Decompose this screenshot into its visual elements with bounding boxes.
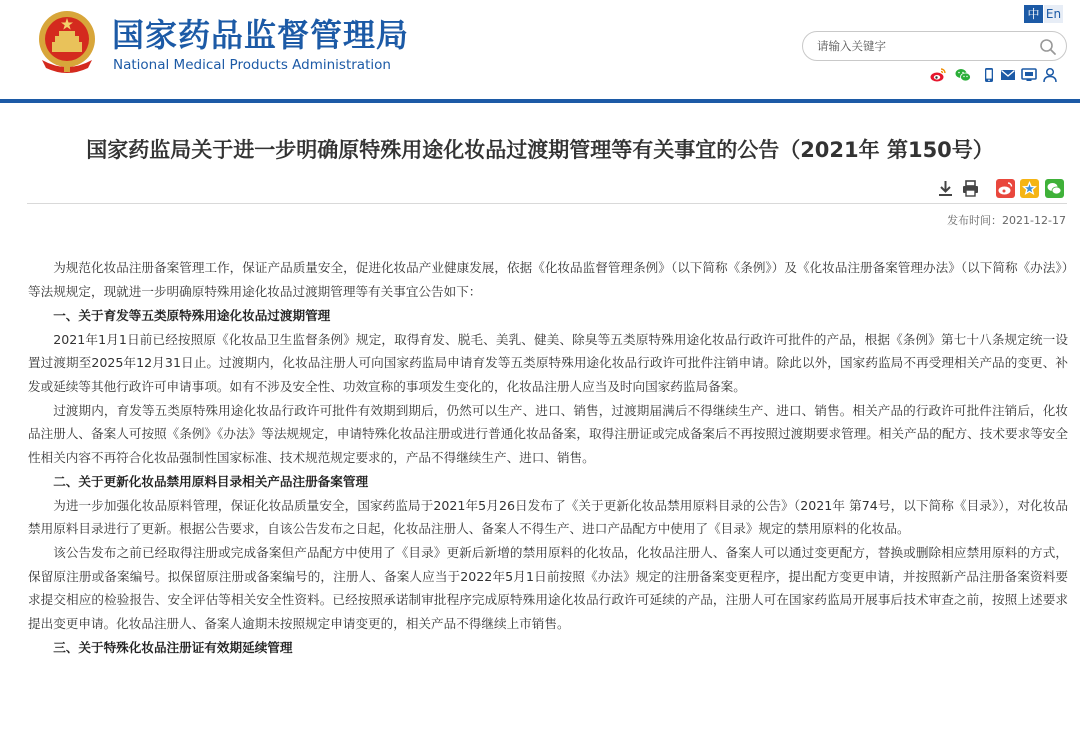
article-body [28,256,1068,660]
article-title: 国家药监局关于进一步明确原特殊用途化妆品过渡期管理等有关事宜的公告（2021年 第150号） [86,138,994,162]
publish-date: 发布时间：2021-12-17 [947,214,1066,227]
site-header [0,0,1080,100]
search-icon[interactable] [1039,38,1057,56]
article-paragraph: 为进一步加强化妆品原料管理，保证化妆品质量安全，国家药监局于2021年5月26日发布了《关于更新化妆品禁用原料目录的公告》（2021年 第74号，以下简称《目录》），对化妆品禁用原料目录进行了更新。根据公告要求，自该公告发布之日起，化妆品注册人、备案人不得生产、进口产品配方中使用了《目录》规定的禁用原料的化妆品。 [28,497,1068,536]
site-logo-subtitle[interactable]: National Medical Products Administration [113,57,391,73]
section-heading: 一、关于育发等五类原特殊用途化妆品过渡期管理 [53,307,331,323]
section-heading: 二、关于更新化妆品禁用原料目录相关产品注册备案管理 [53,473,369,489]
article-paragraph: 该公告发布之前已经取得注册或完成备案但产品配方中使用了《目录》更新后新增的禁用原料的化妆品，化妆品注册人、备案人可以通过变更配方，替换或删除相应禁用原料的方式，保留原注册或备案编号。拟保留原注册或备案编号的，注册人、备案人应当于2022年5月1日前按照《办法》规定的注册备案变更程序，提出配方变更申请，并按照新产品注册备案资料要求提交相应的检验报告、安全评估等相关安全性资料。已经按照承诺制审批程序完成原特殊用途化妆品行政许可延续的产品，注册人可在国家药监局开展事后技术审查之前，按照上述要求提出变更申请。化妆品注册人、备案人逾期未按照规定申请变更的，相关产品不得继续上市销售。 [28,545,1068,631]
article-paragraph: 过渡期内，育发等五类原特殊用途化妆品行政许可批件有效期到期后，仍然可以生产、进口、销售，过渡期届满后不得继续生产、进口、销售。相关产品的行政许可批件注销后，化妆品注册人、备案人可按照《条例》《办法》等法规规定，申请特殊化妆品注册或进行普通化妆品备案，取得注册证或完成备案后不再按照过渡期要求管理。相关产品的配方、技术要求等安全性相关内容不再符合化妆品强制性国家标准、技术规范规定要求的，产品不得继续生产、进口、销售。 [28,402,1068,465]
mail-icon[interactable] [1000,67,1016,83]
section-heading: 三、关于特殊化妆品注册证有效期延续管理 [53,639,293,655]
search-input[interactable] [817,37,1027,55]
share-wechat-icon[interactable] [1045,179,1064,198]
user-icon[interactable] [1042,67,1058,83]
monitor-icon[interactable] [1021,67,1037,83]
print-icon[interactable] [961,179,980,198]
article-paragraph: 2021年1月1日前已经按照原《化妆品卫生监督条例》规定，取得育发、脱毛、美乳、健美、除臭等五类原特殊用途化妆品行政许可批件的产品，根据《条例》第七十八条规定统一设置过渡期至2025年12月31日止。过渡期内，化妆品注册人可向国家药监局申请育发等五类原特殊用途化妆品行政许可批件注销申请。除此以外，国家药监局不再受理相关产品的变更、补发或延续等其他行政许可申请事项。如有不涉及安全性、功效宣称的事项发生变化的，化妆品注册人应当及时向国家药监局备案。 [28,331,1068,394]
article-paragraph: 为规范化妆品注册备案管理工作，保证产品质量安全，促进化妆品产业健康发展，依据《化妆品监督管理条例》（以下简称《条例》）及《化妆品注册备案管理办法》（以下简称《办法》）等法规规定，现就进一步明确原特殊用途化妆品过渡期管理等有关事宜公告如下： [28,260,1068,299]
mobile-icon[interactable] [981,67,997,83]
wechat-icon[interactable] [955,67,971,83]
site-logo-title[interactable]: 国家药品监督管理局 [112,16,410,54]
download-icon[interactable] [936,179,955,198]
lang-chinese-button[interactable]: 中 [1024,5,1043,23]
national-emblem-icon[interactable] [36,8,98,74]
weibo-icon[interactable] [930,67,946,83]
title-divider [27,203,1067,204]
lang-english-button[interactable]: En [1045,7,1062,21]
search-box [802,31,1067,61]
share-weibo-icon[interactable] [996,179,1015,198]
header-divider-bar [0,99,1080,103]
share-qzone-icon[interactable] [1020,179,1039,198]
